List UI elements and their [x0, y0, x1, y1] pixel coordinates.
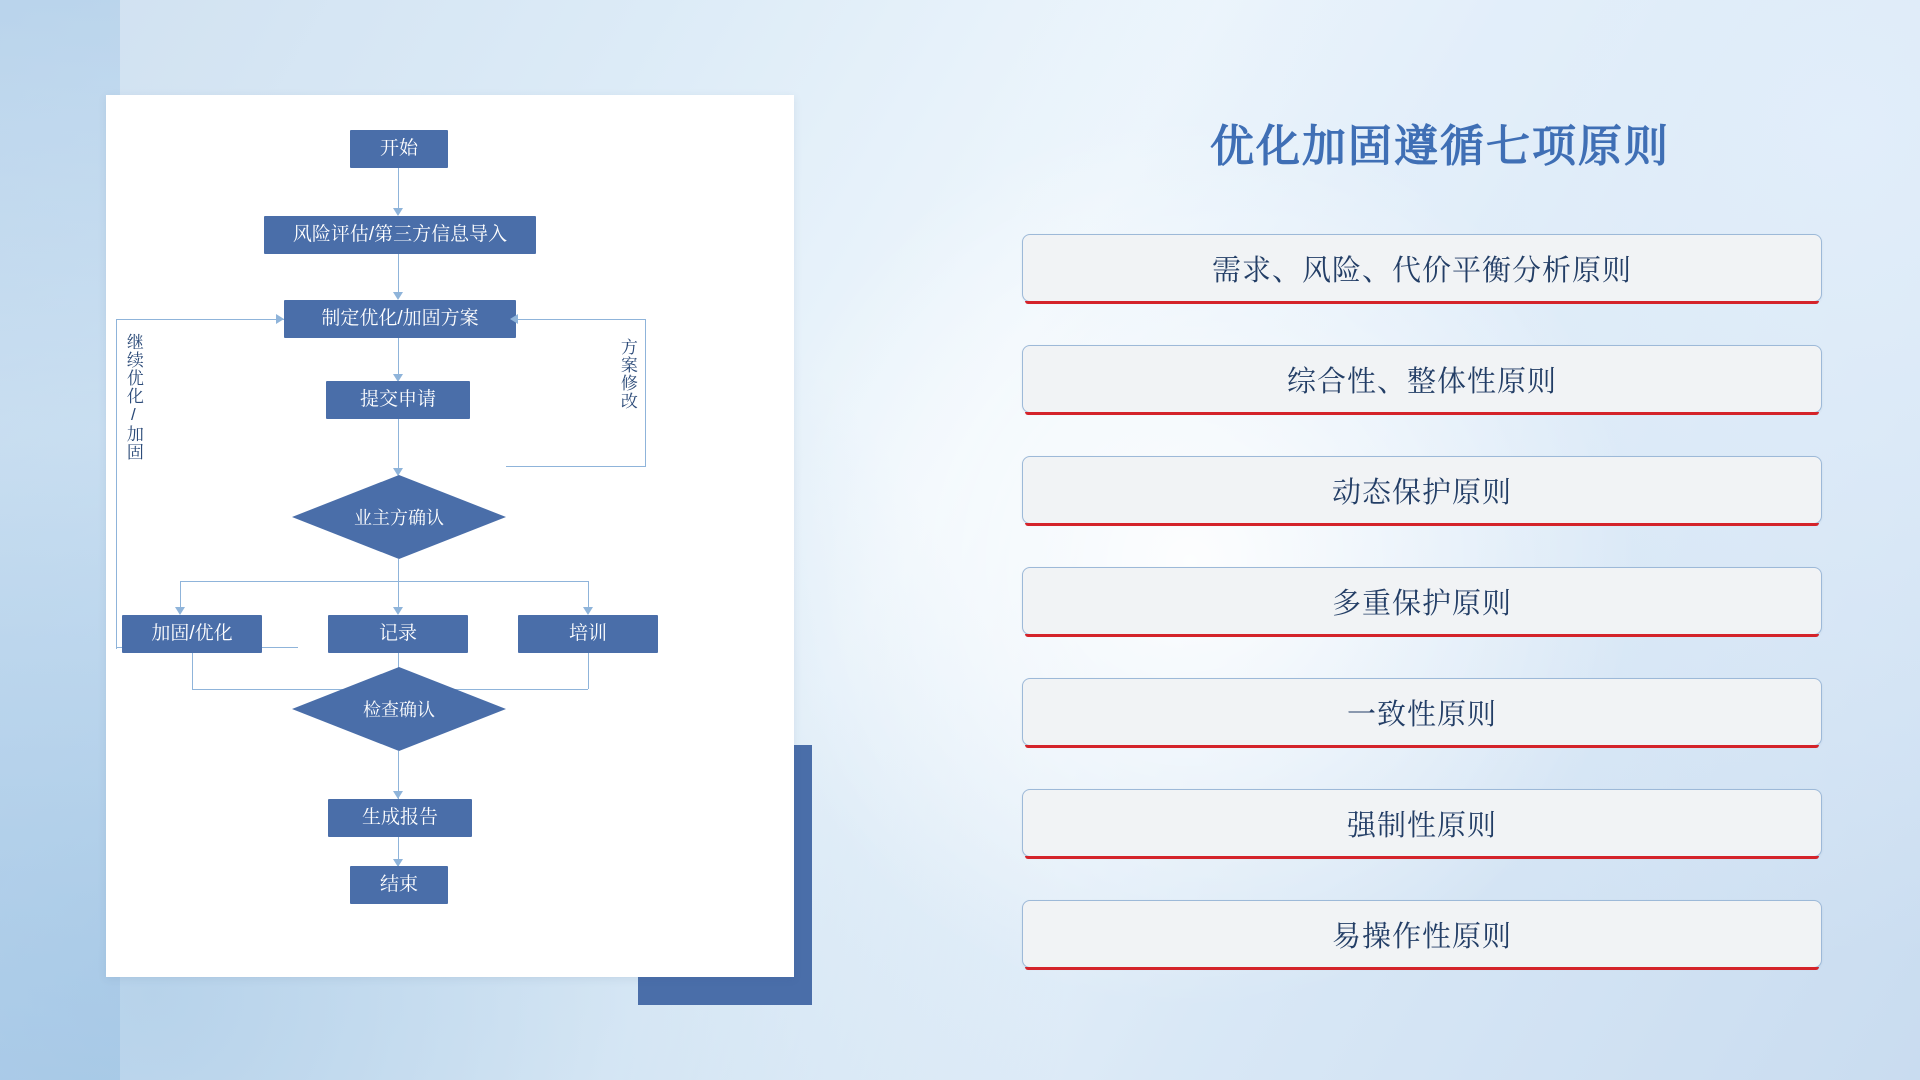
flow-node-end-label: 结束 — [379, 873, 418, 895]
flow-node-record[interactable] — [328, 615, 468, 653]
principle-label: 需求、风险、代价平衡分析原则 — [1211, 254, 1632, 287]
flow-node-reinforce-label: 加固/优化 — [151, 622, 233, 644]
flow-node-owner-confirm-label: 业主方确认 — [354, 508, 444, 528]
flow-node-generate-report[interactable] — [328, 799, 472, 837]
arrow-branch-mid — [393, 607, 403, 615]
flow-node-record-label: 记录 — [378, 622, 417, 644]
flow-node-make-plan[interactable] — [284, 300, 516, 338]
flow-node-risk-assessment[interactable] — [264, 216, 536, 254]
principle-item-4[interactable] — [1022, 567, 1822, 635]
principle-label: 强制性原则 — [1346, 809, 1497, 842]
principles-list — [1022, 234, 1822, 1011]
arrow-check-to-report — [393, 791, 403, 799]
principle-label: 动态保护原则 — [1331, 476, 1512, 509]
flow-node-owner-confirm[interactable] — [292, 475, 506, 559]
flow-node-end[interactable] — [350, 866, 448, 904]
arrow-branch-right — [583, 607, 593, 615]
flow-node-training[interactable] — [518, 615, 658, 653]
connector-owner-to-branch — [398, 559, 399, 581]
connector-loop-left-vertical — [116, 319, 117, 649]
arrow-risk-to-plan — [393, 292, 403, 300]
flowchart-card — [106, 95, 794, 977]
connector-risk-to-plan — [398, 254, 399, 296]
flow-node-submit-application[interactable] — [326, 381, 470, 419]
principle-item-6[interactable] — [1022, 789, 1822, 857]
flow-node-generate-report-label: 生成报告 — [361, 806, 438, 828]
flowchart-canvas — [106, 95, 794, 977]
connector-reinforce-down — [192, 653, 193, 689]
connector-training-down — [588, 653, 589, 689]
arrow-loop-left-to-plan — [276, 314, 284, 324]
connector-submit-to-owner — [398, 419, 399, 475]
connector-loop-right-top — [516, 319, 646, 320]
arrow-branch-left — [175, 607, 185, 615]
flow-node-start-label: 开始 — [379, 137, 418, 159]
flow-edge-label-right: 方案修改 — [617, 338, 637, 410]
flow-edge-label-left: 继续优化/加固 — [123, 333, 143, 461]
flow-node-submit-application-label: 提交申请 — [359, 388, 436, 410]
flow-node-check-confirm[interactable] — [292, 667, 506, 751]
principle-item-3[interactable] — [1022, 456, 1822, 524]
flow-node-start[interactable] — [350, 130, 448, 168]
connector-loop-right-bottom — [506, 466, 646, 467]
flow-node-risk-assessment-label: 风险评估/第三方信息导入 — [292, 223, 508, 245]
flow-node-make-plan-label: 制定优化/加固方案 — [321, 307, 479, 329]
flow-node-reinforce[interactable] — [122, 615, 262, 653]
principle-label: 易操作性原则 — [1331, 920, 1512, 953]
principle-item-1[interactable] — [1022, 234, 1822, 302]
principle-label: 综合性、整体性原则 — [1286, 365, 1557, 398]
connector-branch-horizontal — [180, 581, 588, 582]
flow-node-training-label: 培训 — [568, 622, 607, 644]
connector-loop-right-vertical — [645, 319, 646, 466]
principle-item-2[interactable] — [1022, 345, 1822, 413]
flow-node-check-confirm-label: 检查确认 — [363, 700, 435, 720]
principle-label: 多重保护原则 — [1331, 587, 1512, 620]
principle-item-5[interactable] — [1022, 678, 1822, 746]
principle-item-7[interactable] — [1022, 900, 1822, 968]
arrow-loop-right-to-plan — [510, 314, 518, 324]
arrow-start-to-risk — [393, 208, 403, 216]
principle-label: 一致性原则 — [1346, 698, 1497, 731]
connector-start-to-risk — [398, 168, 399, 212]
connector-loop-left-top — [116, 319, 284, 320]
page-title: 优化加固遵循七项原则 — [1210, 122, 1670, 171]
